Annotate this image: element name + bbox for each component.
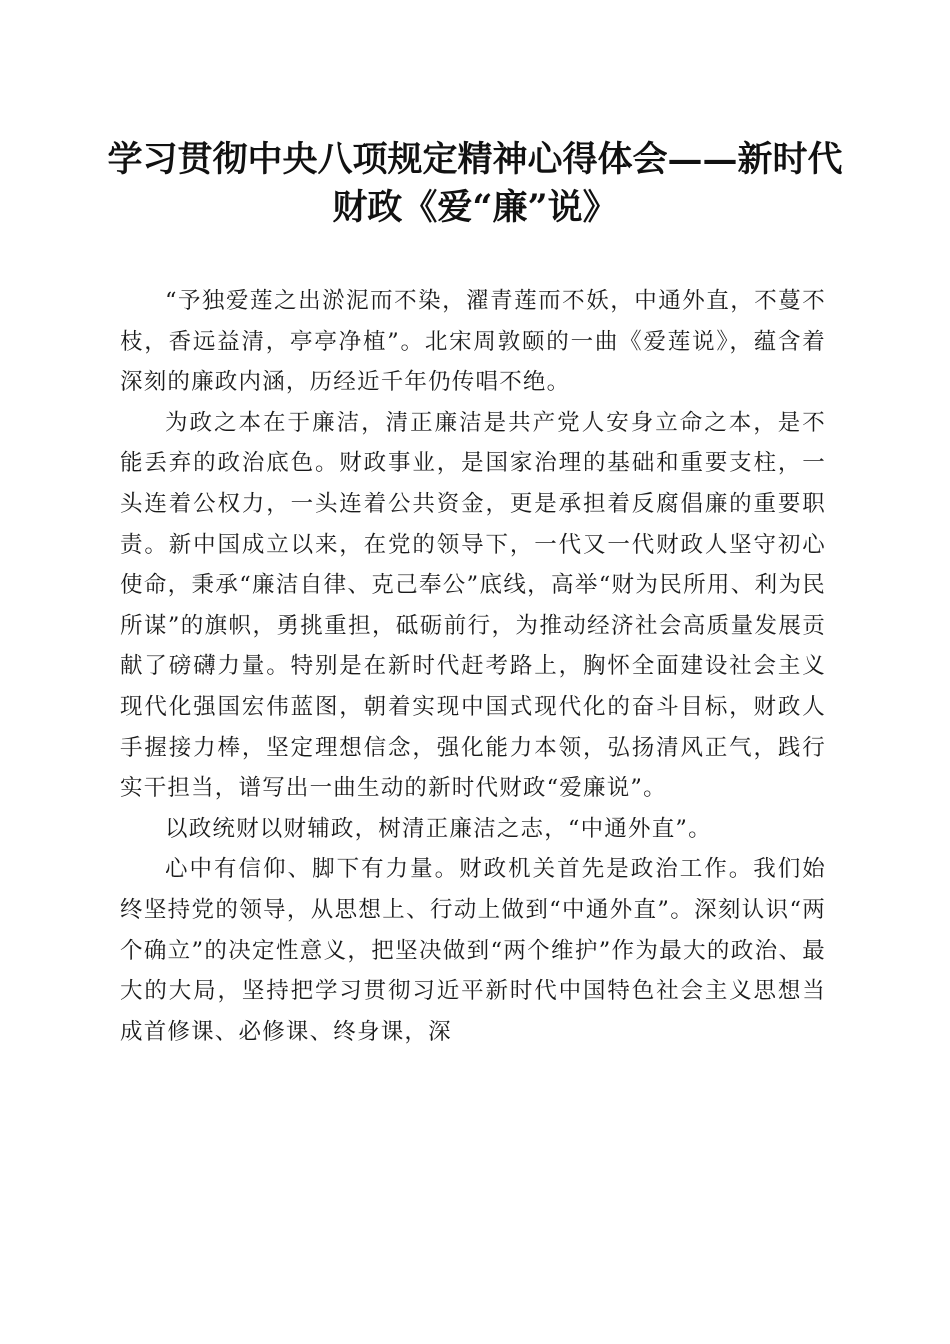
document-title: 学习贯彻中央八项规定精神心得体会——新时代财政《爱“廉”说》: [107, 139, 843, 228]
document-body: [120, 281, 826, 1052]
paragraph: 为政之本在于廉洁，清正廉洁是共产党人安身立命之本，是不能丢弃的政治底色。财政事业，是国家治理的基础和重要支柱，一头连着公权力，一头连着公共资金，更是承担着反腐倡廉的重要职责。新中国成立以来，在党的领导下，一代又一代财政人坚守初心使命，秉承“廉洁自律、克己奉公”底线，高举“财为民所用、利为民所谋”的旗帜，勇挑重担，砥砺前行，为推动经济社会高质量发展贡献了磅礴力量。特别是在新时代赶考路上，胸怀全面建设社会主义现代化强国宏伟蓝图，朝着实现中国式现代化的奋斗目标，财政人手握接力棒，坚定理想信念，强化能力本领，弘扬清风正气，践行实干担当，谱写出一曲生动的新时代财政“爱廉说”。: [120, 409, 826, 802]
paragraph: 心中有信仰、脚下有力量。财政机关首先是政治工作。我们始终坚持党的领导，从思想上、行动上做到“中通外直”。深刻认识“两个确立”的决定性意义，把坚决做到“两个维护”作为最大的政治、最大的大局，坚持把学习贯彻习近平新时代中国特色社会主义思想当成首修课、必修课、终身课，深: [120, 856, 826, 1045]
paragraph: “予独爱莲之出淤泥而不染，濯青莲而不妖，中通外直，不蔓不枝，香远益清，亭亭净植”。北宋周敦颐的一曲《爱莲说》，蕴含着深刻的廉政内涵，历经近千年仍传唱不绝。: [120, 288, 826, 396]
paragraph: 以政统财以财辅政，树清正廉洁之志，“中通外直”。: [165, 815, 712, 842]
